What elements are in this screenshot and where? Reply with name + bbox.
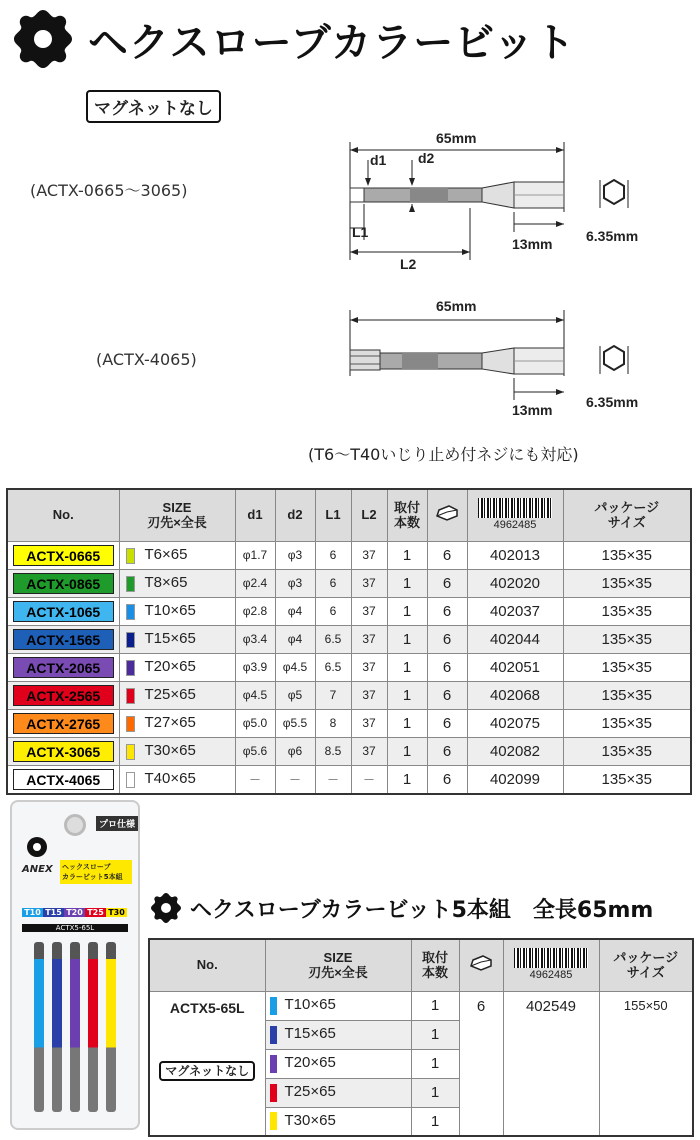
spec-l2-cell: 37 [351, 625, 387, 653]
spec-no-cell [7, 569, 119, 597]
package-bit [34, 942, 44, 1112]
spec-no-cell [7, 625, 119, 653]
spec-row [7, 681, 691, 709]
package-bit [70, 942, 80, 1112]
spec-code-cell: 402044 [467, 625, 563, 653]
spec-qty-cell: 1 [387, 653, 427, 681]
spec-d2-cell: φ5 [275, 681, 315, 709]
spec-size-cell: T10×65 [119, 597, 235, 625]
package-bit [52, 942, 62, 1112]
set-title: ヘクスローブカラービット5本組 全長65mm [190, 897, 654, 923]
spec-row [7, 625, 691, 653]
set-col-size: SIZE 刃先×全長 [265, 939, 411, 991]
spec-no-cell [7, 709, 119, 737]
bit-dimension-diagram [330, 120, 690, 440]
col-package: パッケージ サイズ [563, 489, 691, 541]
spec-l1-cell: － [315, 765, 351, 794]
brand-logo: ANEX [22, 864, 53, 875]
d1-label: d1 [370, 152, 387, 168]
hex-profile-bottom-icon [600, 346, 628, 374]
set-qty-cell: 1 [411, 1049, 459, 1078]
spec-l1-cell: 8.5 [315, 737, 351, 765]
bit-drawing-bottom [350, 310, 564, 400]
set-qty-cell: 1 [411, 991, 459, 1020]
package-size-chip: T15 [43, 908, 64, 917]
spec-d2-cell: φ3 [275, 569, 315, 597]
spec-l1-cell: 8 [315, 709, 351, 737]
page-title: ヘクスローブカラービット [88, 19, 576, 66]
spec-hex-cell: 6 [427, 681, 467, 709]
spec-l2-cell: － [351, 765, 387, 794]
package-size-chip: T20 [64, 908, 85, 917]
spec-d2-cell: φ4.5 [275, 653, 315, 681]
spec-no-cell [7, 597, 119, 625]
col-size: SIZE 刃先×全長 [119, 489, 235, 541]
spec-row [7, 737, 691, 765]
package-product-label: ヘックスローブ カラービット5本組 [60, 860, 132, 884]
length-label-bottom: 65mm [436, 298, 477, 314]
spec-size-cell: T6×65 [119, 541, 235, 569]
length-label-top: 65mm [436, 130, 477, 146]
color-swatch [126, 576, 135, 592]
set-model: ACTX5-65L [169, 999, 245, 1016]
color-swatch [126, 716, 135, 732]
col-l1: L1 [315, 489, 351, 541]
spec-pkg-cell: 135×35 [563, 737, 691, 765]
spec-code-cell: 402013 [467, 541, 563, 569]
spec-d2-cell: － [275, 765, 315, 794]
spec-size-cell: T27×65 [119, 709, 235, 737]
spec-l2-cell: 37 [351, 709, 387, 737]
barcode-icon [478, 498, 552, 518]
spec-d1-cell: φ3.4 [235, 625, 275, 653]
spec-row [7, 709, 691, 737]
set-pkg-cell: 155×50 [599, 991, 693, 1136]
spec-no-cell [7, 737, 119, 765]
col-hex [427, 489, 467, 541]
hang-hole [64, 814, 86, 836]
spec-l2-cell: 37 [351, 737, 387, 765]
spec-qty-cell: 1 [387, 765, 427, 794]
hex-length-label-top: 13mm [512, 236, 553, 252]
spec-l2-cell: 37 [351, 653, 387, 681]
spec-table [6, 488, 692, 795]
hex-size-label-top: 6.35mm [586, 228, 639, 244]
model-range-top: (ACTX-0665～3065) [30, 181, 188, 200]
set-table [148, 938, 694, 1137]
spec-no-cell [7, 541, 119, 569]
spec-d1-cell: φ5.0 [235, 709, 275, 737]
l1-label: L1 [352, 224, 369, 240]
spec-d2-cell: φ3 [275, 541, 315, 569]
spec-l1-cell: 6.5 [315, 653, 351, 681]
model-number-badge: ACTX-2065 [13, 657, 114, 678]
col-d2: d2 [275, 489, 315, 541]
spec-hex-cell: 6 [427, 569, 467, 597]
spec-pkg-cell: 135×35 [563, 597, 691, 625]
hexlobe-icon [12, 8, 74, 70]
model-number-badge: ACTX-2765 [13, 713, 114, 734]
spec-d2-cell: φ5.5 [275, 709, 315, 737]
spec-d2-cell: φ4 [275, 625, 315, 653]
spec-code-cell: 402075 [467, 709, 563, 737]
set-color-swatch [270, 997, 277, 1015]
spec-code-cell: 402082 [467, 737, 563, 765]
package-size-chip: T30 [106, 908, 127, 917]
spec-hex-cell: 6 [427, 625, 467, 653]
package-model: ACTX5-65L [22, 924, 128, 932]
hex-shank-icon [435, 504, 459, 522]
spec-size-cell: T40×65 [119, 765, 235, 794]
spec-pkg-cell: 135×35 [563, 541, 691, 569]
set-code-cell: 402549 [503, 991, 599, 1136]
package-size-strip [22, 908, 127, 917]
spec-code-cell: 402037 [467, 597, 563, 625]
spec-d1-cell: φ4.5 [235, 681, 275, 709]
compatibility-note: (T6～T40いじり止め付ネジにも対応) [308, 445, 579, 464]
spec-d1-cell: φ3.9 [235, 653, 275, 681]
spec-d1-cell: － [235, 765, 275, 794]
spec-no-cell [7, 653, 119, 681]
spec-size-cell: T8×65 [119, 569, 235, 597]
package-image [10, 800, 140, 1130]
spec-row [7, 765, 691, 794]
pro-badge: プロ仕様 [96, 816, 138, 831]
set-color-swatch [270, 1055, 277, 1073]
package-bit [106, 942, 116, 1112]
set-barcode-icon [514, 948, 588, 968]
spec-pkg-cell: 135×35 [563, 625, 691, 653]
spec-qty-cell: 1 [387, 541, 427, 569]
color-swatch [126, 744, 135, 760]
set-col-no: No. [149, 939, 265, 991]
spec-l1-cell: 6 [315, 569, 351, 597]
spec-pkg-cell: 135×35 [563, 569, 691, 597]
set-col-package: パッケージ サイズ [599, 939, 693, 991]
set-header [150, 892, 653, 924]
spec-d1-cell: φ1.7 [235, 541, 275, 569]
package-bit [88, 942, 98, 1112]
model-number-badge: ACTX-4065 [13, 769, 114, 790]
spec-hex-cell: 6 [427, 597, 467, 625]
spec-hex-cell: 6 [427, 709, 467, 737]
spec-l1-cell: 7 [315, 681, 351, 709]
spec-qty-cell: 1 [387, 597, 427, 625]
spec-pkg-cell: 135×35 [563, 709, 691, 737]
spec-l1-cell: 6 [315, 541, 351, 569]
spec-row [7, 597, 691, 625]
spec-header-row [7, 489, 691, 541]
spec-l2-cell: 37 [351, 681, 387, 709]
color-swatch [126, 604, 135, 620]
model-number-badge: ACTX-3065 [13, 741, 114, 762]
spec-hex-cell: 6 [427, 541, 467, 569]
spec-l2-cell: 37 [351, 541, 387, 569]
no-magnet-badge: マグネットなし [86, 90, 221, 123]
set-no-cell [149, 991, 265, 1136]
set-row [149, 991, 693, 1020]
page-header [12, 8, 576, 70]
package-hexlobe-icon [26, 836, 48, 858]
spec-d2-cell: φ6 [275, 737, 315, 765]
spec-d1-cell: φ2.8 [235, 597, 275, 625]
spec-code-cell: 402099 [467, 765, 563, 794]
model-number-badge: ACTX-2565 [13, 685, 114, 706]
set-col-barcode: 4962485 [503, 939, 599, 991]
spec-d2-cell: φ4 [275, 597, 315, 625]
hex-size-label-bottom: 6.35mm [586, 394, 639, 410]
spec-size-cell: T20×65 [119, 653, 235, 681]
spec-pkg-cell: 135×35 [563, 653, 691, 681]
spec-size-cell: T25×65 [119, 681, 235, 709]
spec-hex-cell: 6 [427, 653, 467, 681]
spec-qty-cell: 1 [387, 625, 427, 653]
spec-code-cell: 402051 [467, 653, 563, 681]
spec-row [7, 653, 691, 681]
spec-hex-cell: 6 [427, 737, 467, 765]
spec-pkg-cell: 135×35 [563, 765, 691, 794]
spec-row [7, 569, 691, 597]
col-qty: 取付 本数 [387, 489, 427, 541]
spec-l1-cell: 6 [315, 597, 351, 625]
spec-l2-cell: 37 [351, 569, 387, 597]
col-barcode: 4962485 [467, 489, 563, 541]
set-size-cell: T15×65 [265, 1020, 411, 1049]
spec-pkg-cell: 135×35 [563, 681, 691, 709]
package-size-chip: T10 [22, 908, 43, 917]
spec-l1-cell: 6.5 [315, 625, 351, 653]
spec-code-cell: 402020 [467, 569, 563, 597]
set-hex-cell: 6 [459, 991, 503, 1136]
color-swatch [126, 688, 135, 704]
set-size-cell: T10×65 [265, 991, 411, 1020]
spec-size-cell: T15×65 [119, 625, 235, 653]
set-hexlobe-icon [150, 892, 182, 924]
set-qty-cell: 1 [411, 1020, 459, 1049]
color-swatch [126, 632, 135, 648]
model-number-badge: ACTX-0865 [13, 573, 114, 594]
set-hex-shank-icon [469, 954, 493, 972]
set-no-magnet-badge: マグネットなし [159, 1061, 255, 1081]
set-qty-cell: 1 [411, 1107, 459, 1136]
hex-profile-top-icon [600, 180, 628, 208]
model-number-badge: ACTX-1065 [13, 601, 114, 622]
color-swatch [126, 548, 135, 564]
spec-size-cell: T30×65 [119, 737, 235, 765]
package-size-chip: T25 [85, 908, 106, 917]
spec-d1-cell: φ5.6 [235, 737, 275, 765]
spec-qty-cell: 1 [387, 737, 427, 765]
package-bits [34, 942, 116, 1112]
col-no: No. [7, 489, 119, 541]
set-col-hex [459, 939, 503, 991]
spec-qty-cell: 1 [387, 709, 427, 737]
set-header-row [149, 939, 693, 991]
set-size-cell: T30×65 [265, 1107, 411, 1136]
set-col-qty: 取付 本数 [411, 939, 459, 991]
model-number-badge: ACTX-1565 [13, 629, 114, 650]
set-color-swatch [270, 1084, 277, 1102]
set-size-cell: T25×65 [265, 1078, 411, 1107]
spec-d1-cell: φ2.4 [235, 569, 275, 597]
set-color-swatch [270, 1112, 277, 1130]
model-number-badge: ACTX-0665 [13, 545, 114, 566]
set-size-cell: T20×65 [265, 1049, 411, 1078]
spec-hex-cell: 6 [427, 765, 467, 794]
spec-no-cell [7, 681, 119, 709]
col-d1: d1 [235, 489, 275, 541]
model-range-bottom: (ACTX-4065) [96, 350, 197, 369]
d2-label: d2 [418, 150, 435, 166]
hex-length-label-bottom: 13mm [512, 402, 553, 418]
spec-code-cell: 402068 [467, 681, 563, 709]
set-color-swatch [270, 1026, 277, 1044]
set-qty-cell: 1 [411, 1078, 459, 1107]
spec-row [7, 541, 691, 569]
col-l2: L2 [351, 489, 387, 541]
spec-l2-cell: 37 [351, 597, 387, 625]
spec-qty-cell: 1 [387, 569, 427, 597]
color-swatch [126, 660, 135, 676]
spec-qty-cell: 1 [387, 681, 427, 709]
l2-label: L2 [400, 256, 417, 272]
color-swatch [126, 772, 135, 788]
spec-no-cell [7, 765, 119, 794]
